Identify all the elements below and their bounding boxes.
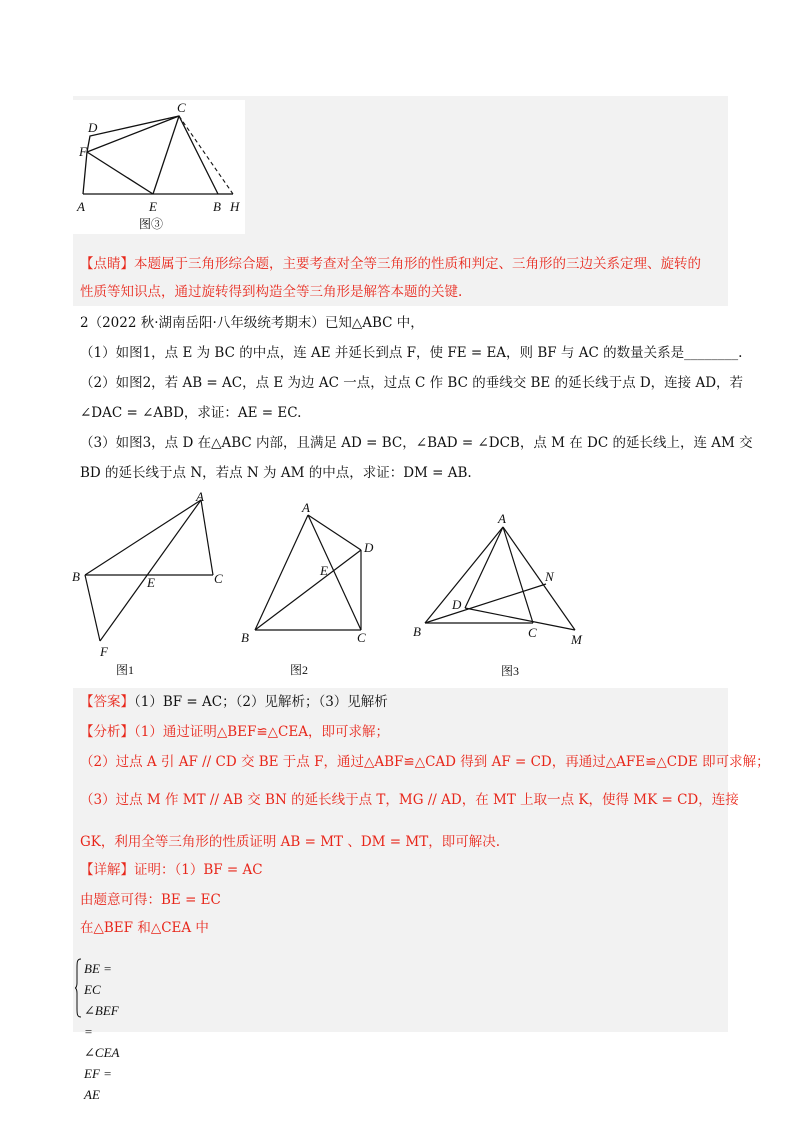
fig-top-label-D: D [88, 120, 98, 135]
comment-tag: 【点睛】 [80, 256, 134, 272]
comment-line-1 [80, 254, 701, 274]
fig3-label-B: B [413, 624, 421, 639]
fig1-label-A: A [196, 490, 204, 504]
fig2-label-C: C [357, 630, 366, 645]
analysis-line-4: GK，利用全等三角形的性质证明 AB = MT 、DM = MT，即可解决. [80, 834, 501, 850]
fig3-label-D: D [452, 597, 462, 612]
fig3-caption: 图3 [501, 664, 520, 678]
analysis-tag: 【分析】 [80, 724, 134, 740]
analysis-text-1: （1）通过证明△BEF≌△CEA，即可求解； [134, 724, 389, 740]
answer-tag: 【答案】 [80, 694, 134, 710]
fig2-label-A: A [302, 500, 310, 515]
analysis-line-1 [80, 722, 389, 742]
fig3-label-N: N [545, 569, 554, 584]
fig2-caption: 图2 [290, 663, 309, 677]
problem-part3a: （3）如图3，点 D 在△ABC 内部，且满足 AD = BC，∠BAD = ∠DCB，点 M 在 DC 的延长线上，连 AM 交 [80, 435, 753, 451]
system-line-1: BE = EC [84, 961, 112, 997]
system-line-3: EF = AE [84, 1066, 112, 1102]
fig-top-label-C: C [177, 100, 186, 115]
problem-part2a: （2）如图2，若 AB = AC，点 E 为边 AC 一点，过点 C 作 BC 的垂线交 BE 的延长线于点 D，连接 AD，若 [80, 375, 744, 391]
problem-part1: （1）如图1，点 E 为 BC 的中点，连 AE 并延长到点 F，使 FE = EA，则 BF 与 AC 的数量关系是________. [80, 345, 743, 361]
answer-line [80, 692, 388, 712]
fig-top-label-H: H [230, 199, 240, 214]
figure-1 [68, 490, 238, 680]
fig1-label-B: B [72, 569, 80, 584]
figure-3 [408, 505, 588, 680]
brace-icon [74, 958, 82, 1018]
figure-2 [238, 495, 388, 680]
system-line-2: ∠BEF = ∠CEA [84, 1003, 120, 1060]
fig-top-label-A: A [77, 199, 85, 214]
fig2-label-B: B [241, 630, 249, 645]
fig-top-label-F: F [79, 144, 87, 159]
fig1-label-C: C [214, 571, 223, 586]
detail-line-3: 在△BEF 和△CEA 中 [80, 920, 209, 936]
detail-tag: 【详解】 [80, 862, 134, 878]
fig1-caption: 图1 [116, 663, 135, 677]
analysis-line-2: （2）过点 A 引 AF // CD 交 BE 于点 F，通过△ABF≌△CAD 得到 AF = CD，再通过△AFE≌△CDE 即可求解； [80, 754, 770, 770]
detail-text-1: 证明：（1）BF = AC [134, 862, 263, 878]
fig2-label-D: D [364, 540, 374, 555]
fig-top-label-E: E [149, 199, 157, 214]
detail-line-2: 由题意可得：BE = EC [80, 892, 221, 908]
comment-line-2: 性质等知识点，通过旋转得到构造全等三角形是解答本题的关键. [80, 284, 463, 300]
system-lines [84, 958, 119, 1105]
answer-text: （1）BF = AC；（2）见解析；（3）见解析 [134, 694, 388, 710]
fig1-label-F: F [100, 644, 108, 659]
fig2-label-E: E [320, 563, 328, 578]
fig3-label-M: M [571, 632, 582, 647]
problem-header: 2（2022 秋·湖南岳阳·八年级统考期末）已知△ABC 中， [80, 315, 424, 331]
fig-top-label-B: B [213, 199, 221, 214]
problem-part3b: BD 的延长线于点 N，若点 N 为 AM 的中点，求证：DM = AB. [80, 465, 472, 481]
fig3-label-A: A [498, 511, 506, 526]
detail-line-1 [80, 860, 263, 880]
problem-part2b: ∠DAC = ∠ABD，求证：AE = EC. [80, 405, 302, 421]
fig-top-caption: 图③ [139, 217, 164, 231]
fig1-label-E: E [147, 575, 155, 590]
fig3-label-C: C [528, 625, 537, 640]
comment-text-1: 本题属于三角形综合题，主要考查对全等三角形的性质和判定、三角形的三边关系定理、旋转的 [134, 256, 701, 272]
figure-3-top [73, 100, 245, 234]
analysis-line-3: （3）过点 M 作 MT // AB 交 BN 的延长线于点 T，MG // AD，在 MT 上取一点 K，使得 MK = CD，连接 [80, 792, 739, 808]
